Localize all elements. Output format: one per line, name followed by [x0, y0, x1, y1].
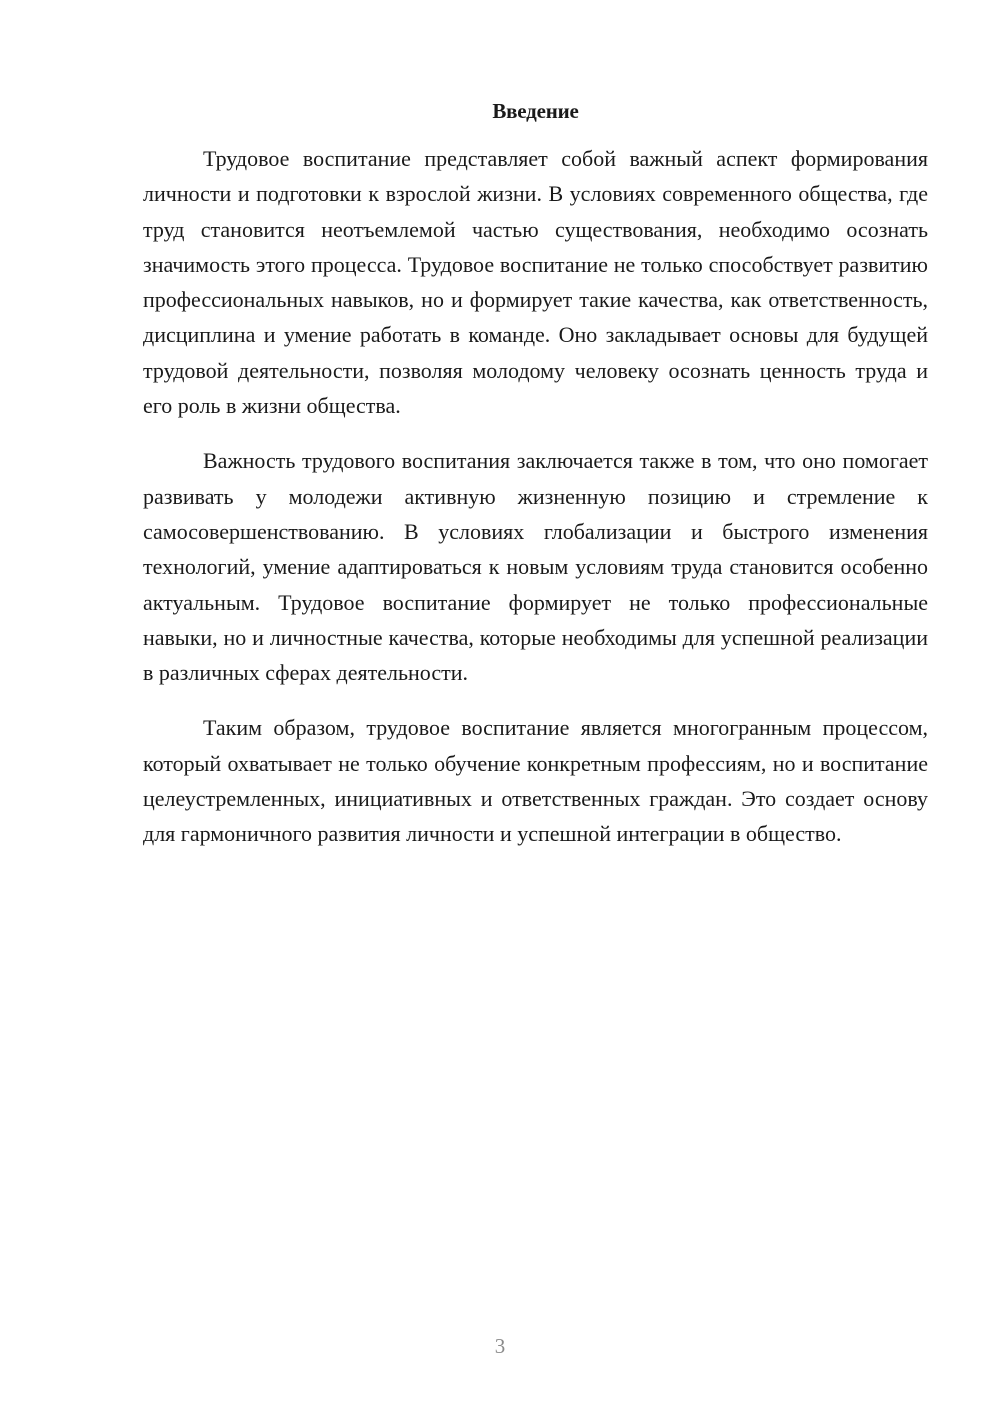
paragraph-2: Важность трудового воспитания заключается также в том, что оно помогает развивать у молодежи активную жизненную позицию и стремление к самосовершенствованию. В условиях глобализации и быстрого изменения технологий, умение адаптироваться к новым условиям труда становится особенно актуальным. Трудовое воспитание формирует не только профессиональные навыки, но и личностные качества, которые необходимы для успешной реализации в различных сферах деятельности. — [143, 448, 928, 686]
page-number: 3 — [494, 1334, 506, 1358]
page-title: Введение — [492, 99, 579, 123]
paragraph-3: Таким образом, трудовое воспитание является многогранным процессом, который охватывает не только обучение конкретным профессиям, но и воспитание целеустремленных, инициативных и ответственных граждан. Это создает основу для гармоничного развития личности и успешной интеграции в общество. — [143, 715, 928, 847]
page-content — [143, 93, 928, 852]
paragraph-1: Трудовое воспитание представляет собой важный аспект формирования личности и подготовки к взрослой жизни. В условиях современного общества, где труд становится неотъемлемой частью существования, необходимо осознать значимость этого процесса. Трудовое воспитание не только способствует развитию профессиональных навыков, но и формирует такие качества, как ответственность, дисциплина и умение работать в команде. Оно закладывает основы для будущей трудовой деятельности, позволяя молодому человеку осознать ценность труда и его роль в жизни общества. — [143, 146, 928, 419]
